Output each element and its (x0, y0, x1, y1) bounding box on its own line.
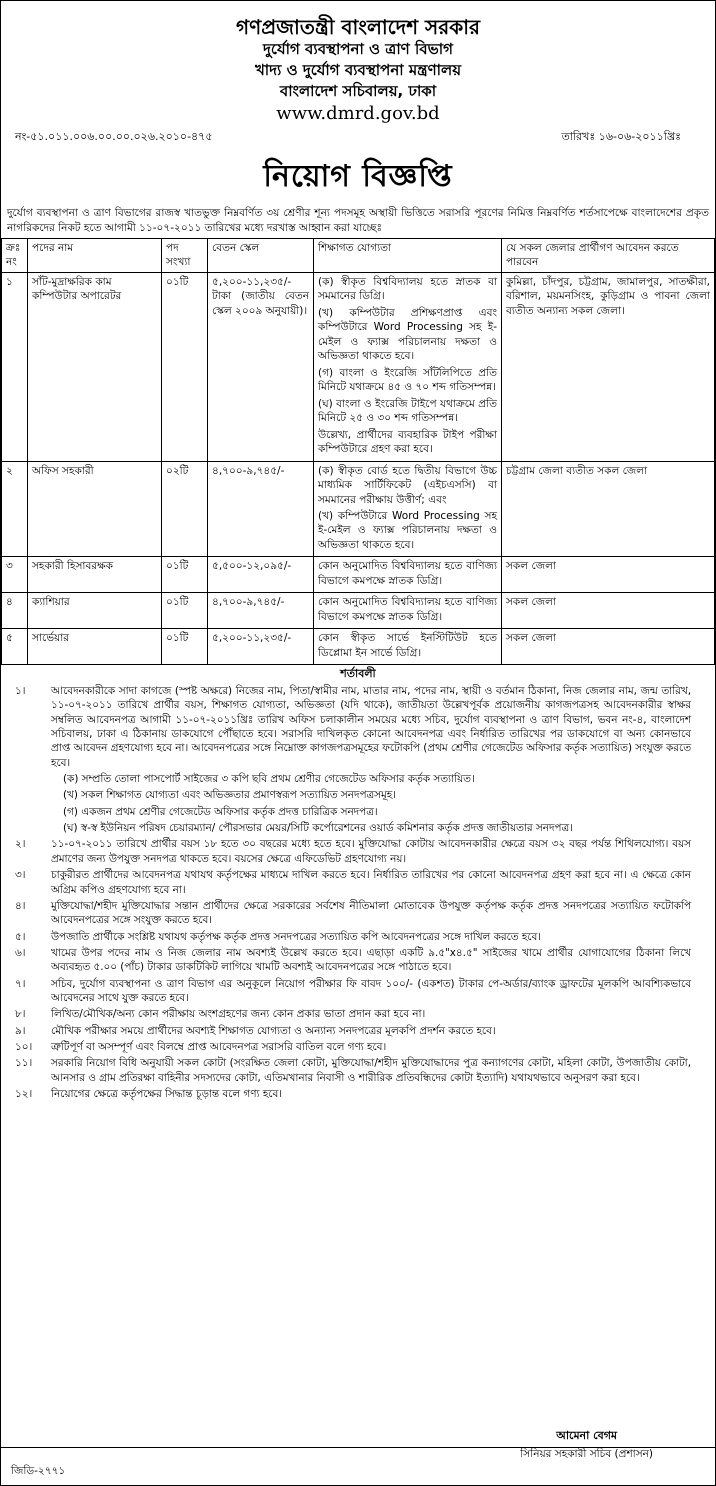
row-districts: সকল জেলা (502, 593, 715, 629)
row-count: ০১টি (162, 593, 208, 629)
row-salary: ৪,৭০০-৯,৭৪৫/- (208, 593, 314, 629)
gd-number: জিডি-২৭৭১ (11, 1465, 66, 1478)
row-salary: ৫,৫০০-১২,০৯৫/- (208, 557, 314, 593)
row-districts: সকল জেলা (502, 557, 715, 593)
qualification-item: (খ) কম্পিউটারে Word Processing সহ ই-মেইল ও ফ্যাক্স পরিচালনায় দক্ষতা ও অভিজ্ঞতা থাকতে হবে। (318, 509, 497, 551)
row-qualification (314, 461, 502, 557)
notice-title: নিয়োগ বিজ্ঞপ্তি (263, 158, 453, 194)
condition-item (1, 930, 715, 944)
condition-subitem: (খ) সকল শিক্ষাগত যোগ্যতা এবং অভিজ্ঞতার প্রমাণস্বরূপ সত্যায়িত সনদপত্রসমূহ। (63, 789, 396, 802)
condition-number: ৩। (15, 869, 26, 882)
condition-number: ১১। (15, 1057, 33, 1070)
row-serial: ১ (2, 272, 28, 461)
condition-item (1, 837, 715, 866)
qualification-item: (ক) স্বীকৃত বোর্ড হতে দ্বিতীয় বিভাগে উচ্চ মাধ্যমিক সার্টিফিকেট (এইচএসসি) বা সমমানের পরীক্ষায় উত্তীর্ণ; এবং (318, 464, 497, 506)
row-salary: ৫,২০০-১১,২৩৫/- টাকা (জাতীয় বেতন স্কেল ২০০৯ অনুযায়ী)। (208, 272, 314, 461)
row-serial: ২ (2, 461, 28, 557)
condition-number: ৪। (15, 899, 26, 912)
condition-item (1, 684, 715, 770)
header-post: পদের নাম (28, 238, 162, 272)
condition-item (1, 1087, 715, 1101)
website-link[interactable]: www.dmrd.gov.bd (276, 103, 440, 124)
row-post: সাঁট-মুদ্রাক্ষরিক কাম কম্পিউটার অপারেটর (28, 272, 162, 461)
condition-text: সচিব, দুর্যোগ ব্যবস্থাপনা ও ত্রাণ বিভাগ এর অনুকূলে নিয়োগ পরীক্ষার ফি বাবদ ১০০/- (একশত) টাকার পে-অর্ডার/ব্যাংক ড্রাফটের মূলকপি আবশ্যিকভাবে আবেদনের সাথে যুক্ত করতে হবে। (51, 977, 691, 1005)
table-row (2, 557, 715, 593)
header-salary: বেতন স্কেল (208, 238, 314, 272)
office-address: বাংলাদেশ সচিবালয়, ঢাকা (279, 82, 437, 100)
row-post: সার্ভেয়ার (28, 629, 162, 665)
condition-text: লিখিত/মৌখিক/অন্য কোন পরীক্ষায় অংশগ্রহণের জন্য কোন প্রকার ভাতা প্রদান করা হবে না। (51, 1008, 426, 1021)
condition-item (1, 1024, 715, 1038)
condition-text: খামের উপর পদের নাম ও নিজ জেলার নাম অবশ্যই উল্লেখ করতে হবে। এছাড়া একটি ৯.৫"x৪.৫" সাইজের খামে প্রার্থীর যোগাযোগের ঠিকানা লিখে অব্যবহৃত ৫.০০ (পাঁচ) টাকার ডাকটিকিট লাগিয়ে খামটি অবশ্যই আবেদনপত্রের সঙ্গে পাঠাতে হবে। (51, 946, 691, 974)
condition-text: ১১-০৭-২০১১ তারিখে প্রার্থীর বয়স ১৮ হতে ৩০ বছরের মধ্যে হতে হবে। মুক্তিযোদ্ধা কোটায় আবেদনকারীর ক্ষেত্রে বয়স ৩২ বছর পর্যন্ত শিথিলযোগ্য। বয়স প্রমাণের জন্য উপযুক্ত সনদপত্র থাকতে হবে। বয়সের ক্ষেত্রে এফিডেভিট গ্রহণযোগ্য নয়। (51, 838, 691, 865)
footer (1, 1425, 715, 1485)
condition-number: ১২। (15, 1088, 33, 1101)
memo-number: নং-৫১.০১১.০০৬.০০.০০.০২৬.২০১০-৪৭৫ (15, 130, 213, 144)
signatory-designation: সিনিয়র সহকারী সচিব (প্রশাসন) (520, 1447, 653, 1460)
table-header-row (2, 238, 715, 272)
row-count: ০১টি (162, 272, 208, 461)
condition-subitem: (ঘ) স্ব-স্ব ইউনিয়ন পরিষদ চেয়ারম্যান/ পৌরসভার মেয়র/সিটি কর্পোরেশনের ওয়ার্ড কমিশনার কর্তৃক প্রদত্ত জাতীয়তার সনদপত্র। (63, 822, 573, 835)
row-districts: সকল জেলা (502, 629, 715, 665)
condition-text: ত্রুটিপূর্ণ বা অসম্পূর্ণ এবং বিলম্বে প্রাপ্ত আবেদনপত্র সরাসরি বাতিল বলে গণ্য হবে। (51, 1041, 387, 1054)
row-serial: ৫ (2, 629, 28, 665)
row-serial: ৪ (2, 593, 28, 629)
condition-subitem: (ক) সম্প্রতি তোলা পাসপোর্ট সাইজের ৩ কপি ছবি প্রথম শ্রেণীর গেজেটেড অফিসার কর্তৃক সত্যায়িত। (63, 773, 475, 786)
row-qualification (314, 272, 502, 461)
row-districts: চট্টগ্রাম জেলা ব্যতীত সকল জেলা (502, 461, 715, 557)
condition-text: আবেদনকারীকে সাদা কাগজে (স্পষ্ট অক্ষরে) নিজের নাম, পিতা/স্বামীর নাম, মাতার নাম, পদের নাম, স্থায়ী ও বর্তমান ঠিকানা, নিজ জেলার নাম, জন্ম তারিখ, ১১-০৭-২০১১ তারিখে প্রার্থীর বয়স, শিক্ষাগত যোগ্যতা, অভিজ্ঞতা (যদি থাকে), জাতীয়তা উল্লেখপূর্বক প্রয়োজনীয় কাগজপত্রসহ আবেদনকারীর স্বাক্ষর সম্বলিত আবেদনপত্র আগামী ১১-০৭-২০১১খ্রিঃ তারিখ অফিস চলাকালীন সময়ের মধ্যে সচিব, দুর্যোগ ব্যবস্থাপনা ও ত্রাণ বিভাগ, ভবন নং-৪, বাংলাদেশ সচিবালয়, ঢাকা এ ঠিকানায় ডাকযোগে পৌঁছাতে হবে। সরাসরি দাখিলকৃত কোনো আবেদনপত্র এবং নির্ধারিত তারিখের পর ডাকযোগে বা অন্য কোনভাবে প্রাপ্ত আবেদন গ্রহণযোগ্য হবে না। আবেদনপত্রের সঙ্গে নিম্নোক্ত কাগজপত্রসমূহের ফটোকপি (প্রথম শ্রেণীর গেজেটেড অফিসার কর্তৃক সত্যায়িত) সংযুক্ত করতে হবে। (51, 684, 691, 769)
header-serial: ক্রঃ নং (2, 238, 28, 272)
qualification-item: (গ) বাংলা ও ইংরেজি সাঁটলিপিতে প্রতি মিনিটে যথাক্রমে ৪৫ ও ৭০ শব্দ গতিসম্পন্ন। (318, 366, 497, 394)
reference-row (1, 126, 715, 145)
condition-number: ৫। (15, 930, 26, 943)
condition-text: নিয়োগের ক্ষেত্রে কর্তৃপক্ষের সিদ্ধান্ত চূড়ান্ত বলে গণ্য হবে। (51, 1088, 282, 1101)
letterhead (1, 1, 715, 126)
government-name: গণপ্রজাতন্ত্রী বাংলাদেশ সরকার (236, 15, 480, 39)
condition-number: ৮। (15, 1008, 26, 1021)
condition-item (1, 868, 715, 897)
condition-number: ১। (15, 684, 26, 697)
qualification-item: (খ) কম্পিউটার প্রশিক্ষণপ্রাপ্ত এবং কম্পিউটারে Word Processing সহ ই-মেইল ও ফ্যাক্স পরিচালনায় দক্ষতা ও অভিজ্ঞতা থাকতে হবে। (318, 306, 497, 363)
row-count: ০১টি (162, 629, 208, 665)
intro-paragraph: দুর্যোগ ব্যবস্থাপনা ও ত্রাণ বিভাগের রাজস্ব খাতভুক্ত নিম্নবর্ণিত ৩য় শ্রেণীর শূন্য পদসমূহ অস্থায়ী ভিত্তিতে সরাসরি পূরণের নিমিত্ত নিম্নবর্ণিত শর্তসাপেক্ষে বাংলাদেশের প্রকৃত নাগরিকদের নিকট হতে আগামী ১১-০৭-২০১১ তারিখের মধ্যে দরখাস্ত আহ্বান করা যাচ্ছেঃ (7, 207, 709, 234)
header-districts: যে সকল জেলার প্রার্থীগণ আবেদন করতে পারবেন (502, 238, 715, 272)
condition-item (1, 899, 715, 928)
row-post: ক্যাশিয়ার (28, 593, 162, 629)
row-count: ০১টি (162, 557, 208, 593)
division-name: দুর্যোগ ব্যবস্থাপনা ও ত্রাণ বিভাগ (263, 40, 453, 58)
condition-item (1, 1007, 715, 1021)
row-qualification (314, 629, 502, 665)
condition-text: চাকুরীরত প্রার্থীদের আবেদনপত্র যথাযথ কর্তৃপক্ষের মাধ্যমে দাখিল করতে হবে। নির্ধারিত তারিখের পর কোনো আবেদনপত্র গ্রহণ করা হবে না। এ ক্ষেত্রে কোন অগ্রিম কপিও গ্রহণযোগ্য হবে না। (51, 869, 691, 896)
signatory-name: আমেনা বেগম (556, 1429, 618, 1442)
qualification-item: উল্লেখ্য, প্রার্থীদের ব্যবহারিক টাইপ পরীক্ষা কম্পিউটারে গ্রহণ করা হবে। (318, 428, 497, 456)
condition-number: ৯। (15, 1024, 26, 1037)
qualification-item: কোন অনুমোদিত বিশ্ববিদ্যালয় হতে বাণিজ্য বিভাগে কমপক্ষে স্নাতক ডিগ্রি। (318, 596, 497, 623)
condition-text: উপজাতি প্রার্থীকে সংশ্লিষ্ট যথাযথ কর্তৃপক্ষ কর্তৃক প্রদত্ত সনদপত্রের সত্যায়িত কপি আবেদনপত্রের সঙ্গে দাখিল করতে হবে। (51, 930, 541, 943)
condition-text: মৌখিক পরীক্ষার সময়ে প্রার্থীদের অবশ্যই শিক্ষাগত যোগ্যতা ও অন্যান্য সনদপত্রের মূলকপি প্রদর্শন করতে হবে। (51, 1024, 496, 1037)
row-count: ০২টি (162, 461, 208, 557)
condition-subitem: (গ) একজন প্রথম শ্রেণীর গেজেটেড অফিসার কর্তৃক প্রদত্ত চারিত্রিক সনদপত্র। (63, 805, 378, 818)
row-post: অফিস সহকারী (28, 461, 162, 557)
row-serial: ৩ (2, 557, 28, 593)
row-qualification (314, 557, 502, 593)
qualification-item: কোন স্বীকৃত সার্ভে ইনস্টিটিউট হতে ডিপ্লোমা ইন সার্ভে ডিগ্রি। (318, 632, 497, 659)
row-qualification (314, 593, 502, 629)
row-districts: কুমিল্লা, চাঁদপুর, চট্টগ্রাম, জামালপুর, সাতক্ষীরা, বরিশাল, ময়মনসিংহ, কুড়িগ্রাম ও পাবনা জেলা ব্যতীত অন্যান্য সকল জেলা। (502, 272, 715, 461)
qualification-item: কোন অনুমোদিত বিশ্ববিদ্যালয় হতে বাণিজ্য বিভাগে কমপক্ষে স্নাতক ডিগ্রি। (318, 560, 497, 587)
header-count: পদ সংখ্যা (162, 238, 208, 272)
table-row (2, 272, 715, 461)
signature-block (520, 1429, 653, 1461)
row-post: সহকারী হিসাবরক্ষক (28, 557, 162, 593)
condition-text: সরকারি নিয়োগ বিধি অনুযায়ী সকল কোটা (সংরক্ষিত জেলা কোটা, মুক্তিযোদ্ধা/শহীদ মুক্তিযোদ্ধাদের পুত্র কন্যাগণের কোটা, মহিলা কোটা, উপজাতীয় কোটা, আনসার ও গ্রাম প্রতিরক্ষা বাহিনীর সদস্যদের কোটা, এতিমখানার নিবাসী ও শারীরিক প্রতিবন্ধিদের কোটা ইত্যাদি) যথাযথভাবে অনুসরণ করা হবে। (51, 1057, 691, 1084)
condition-number: ১০। (15, 1041, 33, 1054)
row-salary: ৫,২০০-১১,২৩৫/- (208, 629, 314, 665)
condition-item (1, 977, 715, 1006)
table-row (2, 461, 715, 557)
row-salary: ৪,৭০০-৯,৭৪৫/- (208, 461, 314, 557)
notice-date: তারিখঃ ১৬-০৬-২০১১খ্রিঃ (561, 130, 681, 144)
condition-item (1, 1056, 715, 1085)
qualification-item: (ঘ) বাংলা ও ইংরেজি টাইপে যথাক্রমে প্রতি মিনিটে ২৫ ও ৩০ শব্দ গতিসম্পন্ন। (318, 397, 497, 425)
qualification-item: (ক) স্বীকৃত বিশ্ববিদ্যালয় হতে স্নাতক বা সমমানের ডিগ্রি। (318, 275, 497, 303)
condition-item (1, 946, 715, 975)
conditions-heading: শর্তাবলী (340, 667, 376, 681)
table-row (2, 593, 715, 629)
conditions-list (1, 684, 715, 1102)
condition-item (1, 1040, 715, 1054)
condition-number: ২। (15, 838, 26, 851)
condition-text: মুক্তিযোদ্ধা/শহীদ মুক্তিযোদ্ধার সন্তান প্রার্থীদের ক্ষেত্রে সরকারের সর্বশেষ নীতিমালা মোতাবেক উপযুক্ত কর্তৃপক্ষ কর্তৃক প্রদত্ত সনদপত্রের সত্যায়িত ফটোকপি আবেদনপত্রের সঙ্গে সংযুক্ত করতে হবে। (51, 899, 691, 927)
condition-number: ৭। (15, 977, 26, 990)
ministry-name: খাদ্য ও দুর্যোগ ব্যবস্থাপনা মন্ত্রণালয় (254, 61, 462, 79)
header-qualification: শিক্ষাগত যোগ্যতা (314, 238, 502, 272)
table-row (2, 629, 715, 665)
condition-number: ৬। (15, 946, 26, 959)
vacancy-table (1, 238, 715, 666)
